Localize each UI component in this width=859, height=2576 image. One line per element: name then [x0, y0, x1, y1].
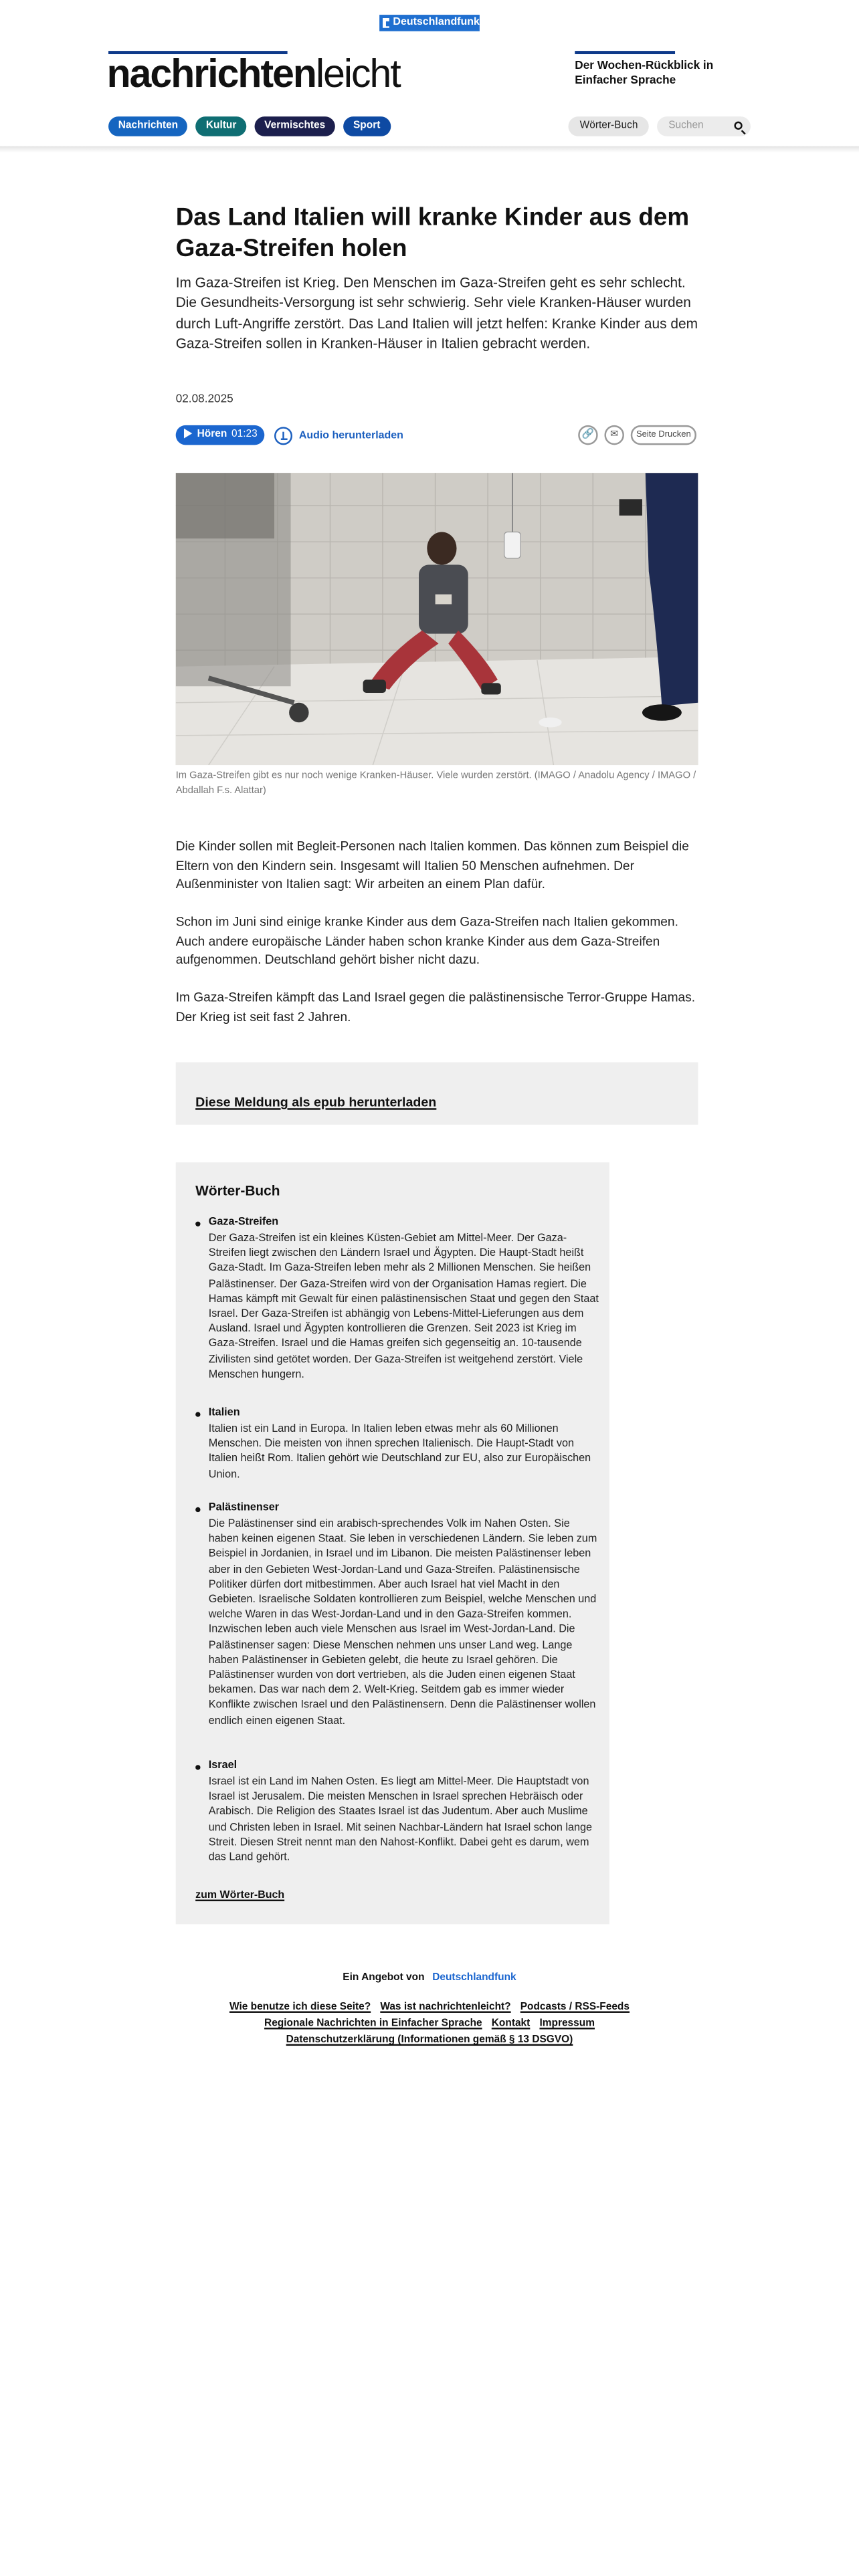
woerterbuch-title: Wörter-Buch — [195, 1182, 280, 1199]
dlf-label: Deutschlandfunk — [393, 16, 480, 28]
footer-link-impressum[interactable]: Impressum — [539, 2018, 595, 2030]
photo-caption: Im Gaza-Streifen gibt es nur noch wenige Kranken-Häuser. Viele wurden zerstört. (IMAGO / Anadolu Agency / IMAGO / Abdallah F.s. Alattar) — [175, 771, 696, 796]
share-mail-icon[interactable]: ✉ — [604, 425, 624, 445]
listen-label: Hören — [197, 428, 227, 440]
bullet-icon — [195, 1764, 200, 1769]
glossary-term: Italien — [208, 1407, 240, 1419]
nav-sport[interactable]: Sport — [343, 116, 390, 136]
article-paragraph-1: Die Kinder sollen mit Begleit-Personen nach Italien kommen. Das können zum Beispiel die Eltern von den Kindern sein. Insgesamt will Italien 50 Menschen aufnehmen. Der Außenminister von Italien sagt: Wir arbeiten an einem Plan dafür. — [175, 839, 689, 892]
footer-link-datenschutz[interactable]: Datenschutzerklärung (Informationen gemäß § 13 DSGVO) — [286, 2034, 573, 2046]
deutschlandfunk-bar[interactable] — [379, 15, 480, 31]
bullet-icon — [195, 1411, 200, 1416]
woerterbuch-nav-button[interactable]: Wörter-Buch — [568, 116, 649, 136]
footer-link-about[interactable]: Was ist nachrichtenleicht? — [380, 2001, 511, 2013]
download-audio-link[interactable] — [274, 425, 403, 445]
article-date: 02.08.2025 — [175, 394, 233, 406]
search-input[interactable] — [657, 116, 751, 136]
share-link-icon[interactable]: 🔗 — [578, 425, 597, 445]
footer-dlf-link[interactable]: Deutschlandfunk — [432, 1971, 516, 1983]
brand-bold: nachrichten — [106, 52, 316, 97]
play-icon — [184, 428, 192, 438]
main-nav — [108, 116, 390, 136]
article-paragraph-3: Im Gaza-Streifen kämpft das Land Israel gegen die palästinensische Terror-Gruppe Hamas. Der Krieg ist seit fast 2 Jahren. — [175, 990, 696, 1024]
glossary-definition: Israel ist ein Land im Nahen Osten. Es liegt am Mittel-Meer. Die Hauptstadt von Israel ist Jerusalem. Die meisten Menschen in Israel sprechen Hebräisch oder Arabisch. Die Religion des Staates Israel ist das Judentum. Aber auch Muslime und Christen leben in Israel. Mit seinen Nachbar-Ländern hat Israel schon lange Streit. Diesen Streit nennt man den Nahost-Konflikt. Dabei geht es darum, wem das Land gehört. — [208, 1776, 593, 1864]
glossary-term: Palästinenser — [208, 1502, 280, 1514]
bullet-icon — [195, 1220, 200, 1225]
bullet-icon — [195, 1507, 200, 1511]
article-photo — [176, 473, 698, 765]
article-lead: Im Gaza-Streifen ist Krieg. Den Menschen im Gaza-Streifen geht es sehr schlecht. Die Gesundheits-Versorgung ist sehr schwierig. Sehr viele Kranken-Häuser wurden durch Luft-Angriffe zerstört. Das Land Italien will jetzt helfen: Kranke Kinder aus dem Gaza-Streifen sollen in Kranken-Häuser in Italien gebracht werden. — [175, 274, 698, 352]
nav-nachrichten[interactable]: Nachrichten — [108, 116, 188, 136]
glossary-definition: Die Palästinenser sind ein arabisch-sprechendes Volk im Nahen Osten. Sie haben keinen eigenen Staat. Sie leben in verschiedenen Ländern. Sie leben zum Beispiel in Jordanien, in Israel und im Libanon. Die meisten Palästinenser leben aber in den Gebieten West-Jordan-Land und Gaza-Streifen. Palästinensische Politiker dürfen dort mitbestimmen. Aber auch Israel hat viel Macht in den Gebieten. Israelische Soldaten kontrollieren zum Beispiel, welche Menschen und welche Waren in das West-Jordan-Land und in den Gaza-Streifen kommen. Inzwischen leben auch viele Menschen aus Israel im West-Jordan-Land. Die Palästinenser sagen: Diese Menschen nehmen uns unser Land weg. Lange haben Palästinenser in Gebieten gelebt, die heute zu Israel gehören. Die Palästinenser wurden von dort vertrieben, als die Juden einen eigenen Staat bekamen. Das war nach dem 2. Welt-Krieg. Seitdem gab es immer wieder Konflikte zwischen Israel und den Palästinensern. Denn die Palästinenser wollen endlich einen eigenen Staat. — [208, 1518, 597, 1727]
brand-light: leicht — [315, 52, 400, 97]
tagline-accent-line — [575, 51, 675, 54]
listen-button[interactable] — [176, 425, 265, 445]
download-audio-label: Audio herunterladen — [298, 429, 403, 441]
site-logo[interactable] — [106, 52, 400, 97]
nav-kultur[interactable]: Kultur — [196, 116, 246, 136]
footer-offer — [0, 1972, 859, 1983]
search-icon[interactable] — [734, 122, 742, 130]
epub-download-link[interactable]: Diese Meldung als epub herunterladen — [195, 1095, 437, 1110]
article-title: Das Land Italien will kranke Kinder aus dem Gaza-Streifen holen — [175, 203, 690, 263]
article-paragraph-2: Schon im Juni sind einige kranke Kinder aus dem Gaza-Streifen nach Italien gekommen. Auch andere europäische Länder haben schon kranke Kinder aus dem Gaza-Streifen aufgenommen. Deutschland gehört bisher nicht dazu. — [175, 914, 678, 968]
footer-links-row-1 — [0, 2002, 859, 2013]
footer-link-kontakt[interactable]: Kontakt — [491, 2018, 531, 2030]
footer-link-how-to[interactable]: Wie benutze ich diese Seite? — [229, 2001, 371, 2013]
footer-link-regional[interactable]: Regionale Nachrichten in Einfacher Sprache — [264, 2018, 482, 2030]
listen-time: 01:23 — [231, 428, 258, 440]
nav-vermischtes[interactable]: Vermischtes — [254, 116, 335, 136]
dlf-logo-icon — [383, 18, 389, 28]
woerterbuch-link[interactable]: zum Wörter-Buch — [195, 1889, 285, 1902]
search-placeholder: Suchen — [668, 120, 704, 132]
epub-box — [176, 1062, 698, 1124]
glossary-term: Israel — [208, 1759, 237, 1772]
woerterbuch-box — [176, 1162, 609, 1924]
glossary-definition: Der Gaza-Streifen ist ein kleines Küsten-Gebiet am Mittel-Meer. Der Gaza-Streifen liegt zwischen den Ländern Israel und Ägypten. Die Haupt-Stadt heißt Gaza-Stadt. Im Gaza-Streifen leben mehr als 2 Millionen Menschen. Sie heißen Palästinenser. Der Gaza-Streifen wird von der Organisation Hamas regiert. Die Hamas kämpft mit Gewalt für einen palästinensischen Staat und gegen den Staat Israel. Der Gaza-Streifen ist abhängig von Lebens-Mittel-Lieferungen aus dem Ausland. Israel und Ägypten kontrollieren die Grenzen. Seit 2023 ist Krieg im Gaza-Streifen. Israel und die Hamas greifen sich gegenseitig an. 10-tausende Zivilisten sind getötet worden. Der Gaza-Streifen ist weitgehend zerstört. Viele Menschen hungern. — [208, 1232, 599, 1381]
site-tagline: Der Wochen-Rückblick in Einfacher Sprache — [575, 60, 714, 88]
download-icon — [274, 426, 292, 444]
glossary-term: Gaza-Streifen — [208, 1216, 279, 1228]
footer-links-row-3 — [0, 2034, 859, 2046]
footer-link-podcasts[interactable]: Podcasts / RSS-Feeds — [520, 2001, 630, 2013]
print-button[interactable]: Seite Drucken — [631, 425, 696, 445]
glossary-definition: Italien ist ein Land in Europa. In Italien leben etwas mehr als 60 Millionen Menschen. Die meisten von ihnen sprechen Italienisch. Die Haupt-Stadt von Italien heißt Rom. Italien gehört wie Deutschland zur EU, also zur Europäischen Union. — [208, 1423, 591, 1481]
footer-offer-prefix: Ein Angebot von — [343, 1971, 425, 1983]
header-divider — [0, 146, 859, 153]
footer-links-row-2 — [0, 2018, 859, 2029]
